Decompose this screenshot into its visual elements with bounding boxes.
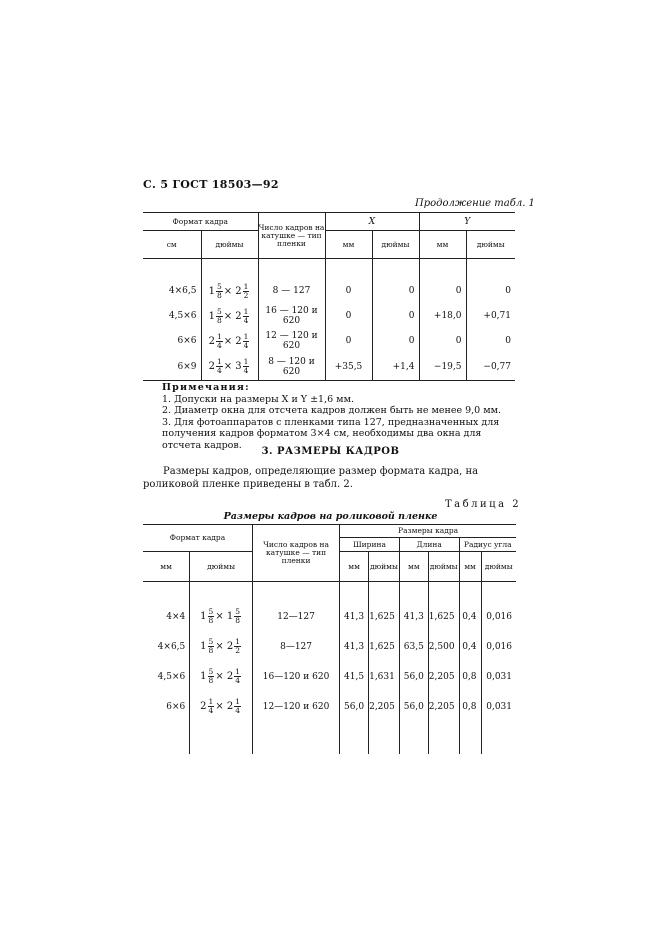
t1-cell-x-in: +1,4 xyxy=(372,354,419,381)
t2-cell-in: 1 $\frac{5}{8}$ × 2 $\frac{1}{2}$ xyxy=(190,632,253,662)
t2-header-r-in: дюймы xyxy=(481,552,516,582)
t2-cell-r-in: 0,031 xyxy=(486,671,512,682)
t2-cell-l-in: 2,205 xyxy=(428,662,459,692)
t1-cell-y-mm: −19,5 xyxy=(419,354,466,381)
t2-cell-count: 16—120 и 620 xyxy=(252,662,339,692)
t1-cell-y-in: 0 xyxy=(505,286,511,296)
t2-header-w-mm: мм xyxy=(340,552,369,582)
t1-cell-y-in: +0,71 xyxy=(483,311,511,321)
table-row xyxy=(143,602,516,632)
t2-cell-count: 8—127 xyxy=(252,632,339,662)
table-row xyxy=(143,354,515,381)
t1-header-x-in: дюймы xyxy=(372,231,419,259)
t1-header-count: Число кадров на катушке — тип пленки xyxy=(258,213,325,259)
t2-cell-w-mm: 56,0 xyxy=(340,692,369,722)
t1-cell-count: 8 — 127 xyxy=(258,279,325,304)
t2-cell-w-in: 1,625 xyxy=(369,632,400,662)
table-1 xyxy=(143,212,515,381)
t2-cell-r-in: 0,016 xyxy=(486,641,512,652)
t2-cell-in: 2 $\frac{1}{4}$ × 2 $\frac{1}{4}$ xyxy=(190,692,253,722)
t2-header-radius: Радиус угла xyxy=(459,538,516,552)
t2-cell-mm: 4×4 xyxy=(143,602,190,632)
page-header: С. 5 ГОСТ 18503—92 xyxy=(143,178,279,191)
t2-header-l-in: дюймы xyxy=(428,552,459,582)
table-2 xyxy=(143,524,516,754)
note-2: 2. Диаметр окна для отсчета кадров должен быть не менее 9,0 мм. xyxy=(162,405,502,416)
t2-cell-l-in: 2,205 xyxy=(428,692,459,722)
t2-cell-l-mm: 56,0 xyxy=(399,662,428,692)
t2-cell-r-mm: 0,4 xyxy=(459,602,481,632)
t1-header-in: дюймы xyxy=(201,231,258,259)
t2-cell-l-in: 1,625 xyxy=(428,602,459,632)
table-row xyxy=(143,632,516,662)
t2-header-w-in: дюймы xyxy=(369,552,400,582)
t2-cell-w-mm: 41,5 xyxy=(340,662,369,692)
t2-cell-mm: 6×6 xyxy=(143,692,190,722)
t2-cell-w-in: 1,631 xyxy=(369,662,400,692)
t2-cell-l-mm: 63,5 xyxy=(399,632,428,662)
t1-header-y: Y xyxy=(419,213,515,231)
t1-cell-x-mm: +35,5 xyxy=(325,354,372,381)
t1-cell-cm: 4×6,5 xyxy=(143,279,201,304)
t2-cell-w-mm: 41,3 xyxy=(340,632,369,662)
t2-cell-count: 12—127 xyxy=(252,602,339,632)
t2-cell-l-in: 2,500 xyxy=(428,632,459,662)
t1-header-cm: см xyxy=(143,231,201,259)
table-continuation-label: Продолжение табл. 1 xyxy=(415,198,535,209)
t2-cell-r-in: 0,016 xyxy=(486,611,512,622)
t1-cell-x-mm: 0 xyxy=(325,279,372,304)
t1-cell-count: 12 — 120 и 620 xyxy=(258,329,325,354)
t2-header-format: Формат кадра xyxy=(143,525,252,552)
note-3: 3. Для фотоаппаратов с пленками типа 127, предназначенных для получения кадров форматом 3×4 см, необходимы два окна для отсчета кадров. xyxy=(162,416,500,451)
t2-cell-l-mm: 56,0 xyxy=(399,692,428,722)
t2-header-count: Число кадров на катушке — тип пленки xyxy=(252,525,339,582)
t2-cell-w-mm: 41,3 xyxy=(340,602,369,632)
table-row xyxy=(143,329,515,354)
t1-cell-y-mm: +18,0 xyxy=(419,304,466,329)
t1-cell-x-mm: 0 xyxy=(325,304,372,329)
t1-cell-in: 1 $\frac{5}{8}$ × 2 $\frac{1}{4}$ xyxy=(201,304,258,329)
t1-cell-y-mm: 0 xyxy=(419,279,466,304)
t2-header-in: дюймы xyxy=(190,552,253,582)
t1-cell-x-in: 0 xyxy=(372,279,419,304)
t1-cell-y-in: 0 xyxy=(505,336,511,346)
t2-header-r-mm: мм xyxy=(459,552,481,582)
table-2-caption: Размеры кадров на роликовой пленке xyxy=(223,511,438,522)
t2-cell-r-mm: 0,8 xyxy=(459,692,481,722)
section-heading: 3. РАЗМЕРЫ КАДРОВ xyxy=(261,446,400,457)
t2-cell-w-in: 2,205 xyxy=(369,692,400,722)
t1-cell-cm: 6×9 xyxy=(143,354,201,381)
table-row xyxy=(143,304,515,329)
t2-header-l-mm: мм xyxy=(399,552,428,582)
t2-cell-in: 1 $\frac{5}{8}$ × 2 $\frac{1}{4}$ xyxy=(190,662,253,692)
t2-cell-l-mm: 41,3 xyxy=(399,602,428,632)
t1-cell-y-mm: 0 xyxy=(419,329,466,354)
table-row xyxy=(143,662,516,692)
t2-cell-w-in: 1,625 xyxy=(369,602,400,632)
t2-cell-count: 12—120 и 620 xyxy=(252,692,339,722)
t2-header-length: Длина xyxy=(399,538,459,552)
t1-header-x-mm: мм xyxy=(325,231,372,259)
t1-header-x: X xyxy=(325,213,419,231)
t1-cell-x-in: 0 xyxy=(372,329,419,354)
table-row xyxy=(143,279,515,304)
t1-cell-in: 2 $\frac{1}{4}$ × 2 $\frac{1}{4}$ xyxy=(201,329,258,354)
t2-header-sizes: Размеры кадра xyxy=(340,525,516,538)
t2-header-width: Ширина xyxy=(340,538,400,552)
t2-cell-r-mm: 0,4 xyxy=(459,632,481,662)
notes xyxy=(162,382,512,451)
table-2-label: Таблица 2 xyxy=(445,499,522,510)
t1-header-y-in: дюймы xyxy=(466,231,515,259)
t2-cell-r-mm: 0,8 xyxy=(459,662,481,692)
t1-cell-in: 1 $\frac{5}{8}$ × 2 $\frac{1}{2}$ xyxy=(201,279,258,304)
t1-cell-cm: 6×6 xyxy=(143,329,201,354)
t1-cell-count: 16 — 120 и 620 xyxy=(258,304,325,329)
t1-cell-x-mm: 0 xyxy=(325,329,372,354)
t1-cell-y-in: −0,77 xyxy=(466,354,515,381)
note-1: 1. Допуски на размеры X и Y ±1,6 мм. xyxy=(162,393,354,405)
notes-title: Примечания: xyxy=(162,382,250,393)
t1-cell-cm: 4,5×6 xyxy=(143,304,201,329)
t1-header-format: Формат кадра xyxy=(143,213,258,231)
t2-header-mm: мм xyxy=(143,552,190,582)
t2-cell-r-in: 0,031 xyxy=(486,701,512,712)
t2-cell-mm: 4,5×6 xyxy=(143,662,190,692)
t1-cell-count: 8 — 120 и 620 xyxy=(258,354,325,381)
t1-cell-x-in: 0 xyxy=(372,304,419,329)
t1-header-y-mm: мм xyxy=(419,231,466,259)
t2-cell-mm: 4×6,5 xyxy=(143,632,190,662)
paragraph: Размеры кадров, определяющие размер формата кадра, на роликовой пленке приведены в табл. 2. xyxy=(143,466,479,490)
table-row xyxy=(143,692,516,722)
t2-cell-in: 1 $\frac{5}{8}$ × 1 $\frac{5}{8}$ xyxy=(190,602,253,632)
t1-cell-in: 2 $\frac{1}{4}$ × 3 $\frac{1}{4}$ xyxy=(201,354,258,381)
